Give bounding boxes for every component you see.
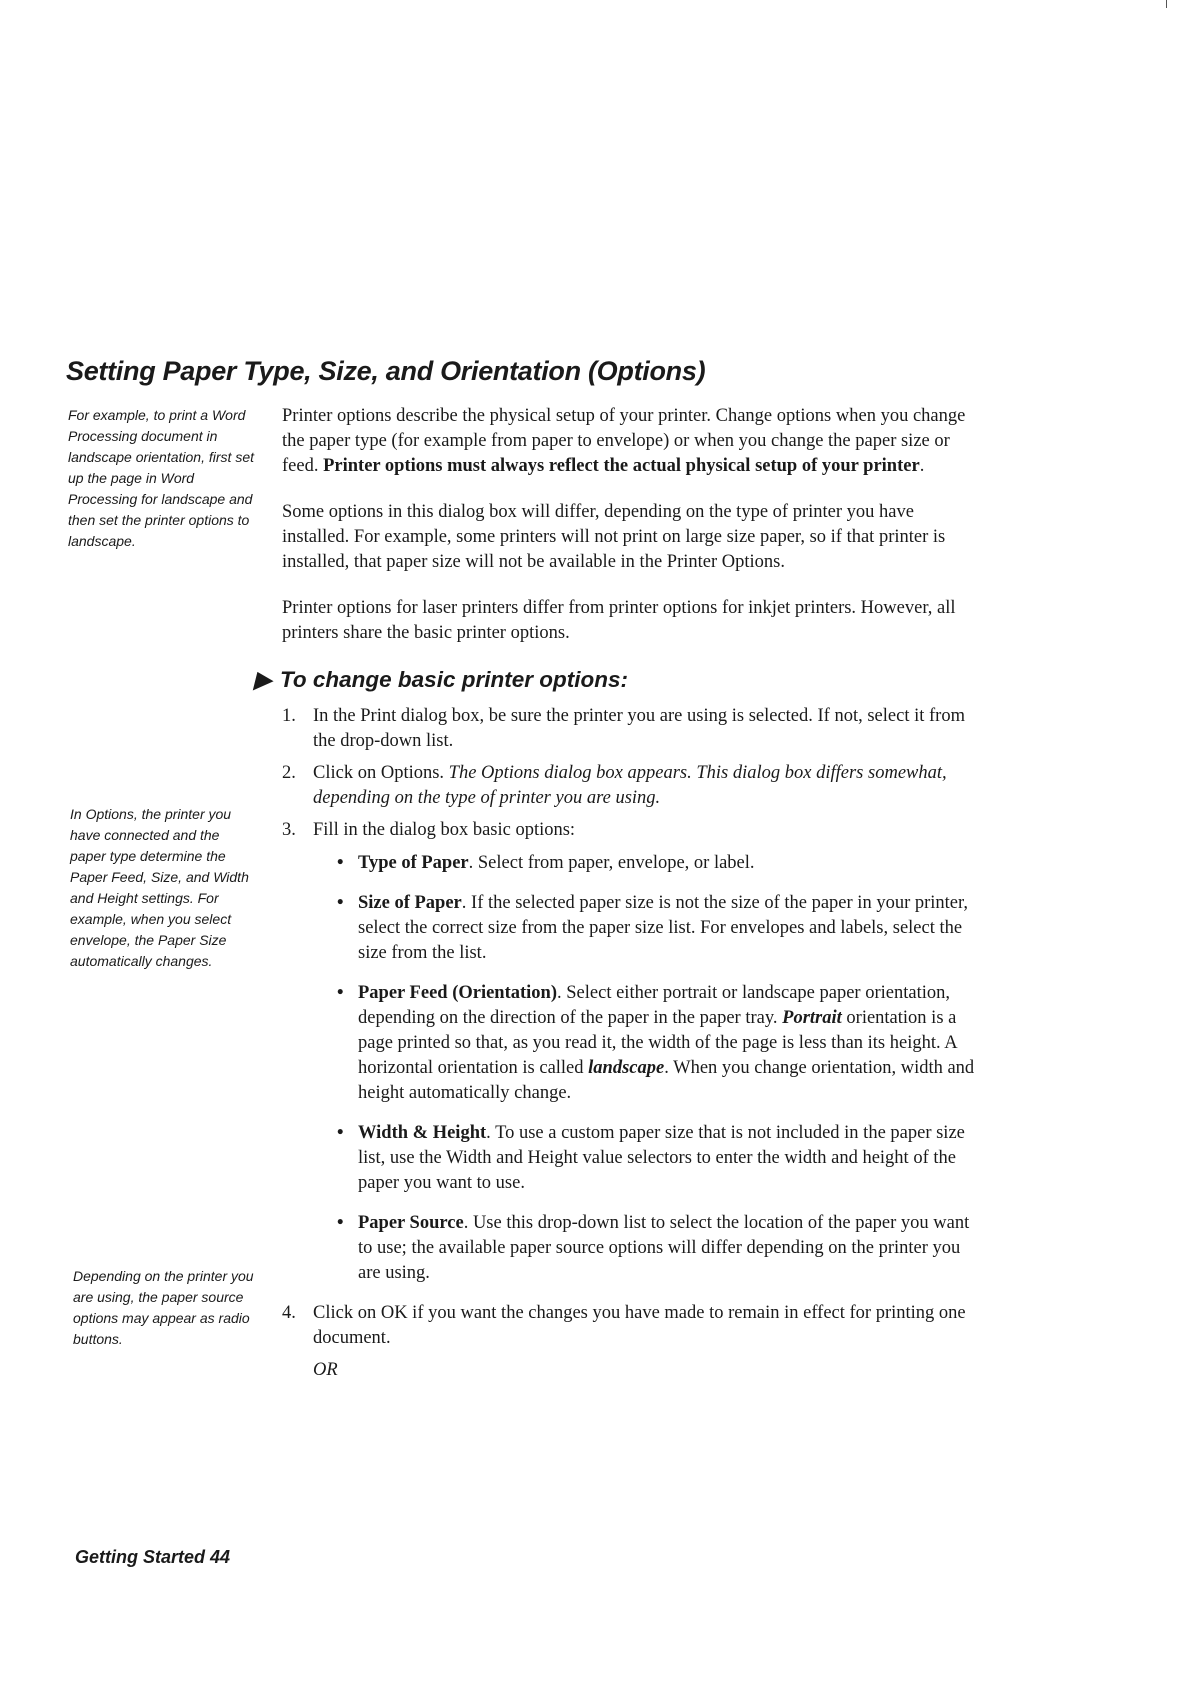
- option-text: . Select either portrait or landscape paper orientation, depending on the direction of the paper in the paper tray.: [358, 983, 950, 1028]
- procedure-heading: [254, 667, 982, 692]
- option-text: . To use a custom paper size that is not included in the paper size list, use the Width and Height value selectors to enter the width and height of the paper you want to use.: [358, 1123, 965, 1193]
- intro-text: Printer options describe the physical setup of your printer. Change options when you change the paper type (for example from paper to envelope) or when you change the paper size or feed.: [282, 406, 966, 476]
- intro-paragraph-3: Printer options for laser printers differ from printer options for inkjet printers. However, all printers share the basic printer options.: [282, 598, 956, 643]
- step-3: [282, 818, 982, 1286]
- option-width-height: [313, 1121, 982, 1196]
- step-list: [282, 704, 982, 1351]
- step-4: [282, 1301, 982, 1351]
- bullet-icon: •: [337, 853, 344, 873]
- option-text: . If the selected paper size is not the size of the paper in your printer, select the correct size from the paper size list. For envelopes and labels, select the size from the list.: [358, 893, 969, 963]
- step-number: 3.: [282, 820, 296, 840]
- intro-paragraph-1: [282, 404, 982, 479]
- bullet-icon: •: [337, 893, 344, 913]
- intro-period: .: [919, 456, 925, 476]
- main-content: [254, 404, 982, 1383]
- page-footer: Getting Started 44: [75, 1547, 231, 1567]
- option-paper-source: [313, 1211, 982, 1286]
- step-2: [282, 761, 982, 811]
- side-note-options: In Options, the printer you have connected and the paper type determine the Paper Feed, Size, and Width and Height settings. For example, when you select envelope, the Paper Size automatically changes.: [70, 806, 249, 969]
- step-result: The Options dialog box appears. This dialog box differs somewhat, depending on the type of printer you are using.: [313, 763, 947, 808]
- option-emphasis-landscape: landscape: [588, 1058, 665, 1078]
- option-type-of-paper: [313, 851, 982, 876]
- page-heading: Setting Paper Type, Size, and Orientation (Options): [66, 356, 706, 386]
- option-term: Paper Source: [358, 1213, 464, 1233]
- intro-paragraph-2: Some options in this dialog box will differ, depending on the type of printer you have installed. For example, some printers will not print on large size paper, so if that printer is installed, that paper size will not be available in the Printer Options.: [282, 502, 946, 572]
- procedure-title: To change basic printer options:: [280, 667, 628, 692]
- step-number: 2.: [282, 763, 296, 783]
- option-emphasis-portrait: Portrait: [782, 1008, 842, 1028]
- option-term: Width & Height: [358, 1123, 487, 1143]
- option-term: Type of Paper: [358, 853, 469, 873]
- side-note-paper-source: Depending on the printer you are using, the paper source options may appear as radio buttons.: [73, 1268, 254, 1347]
- step-text: Click on OK if you want the changes you have made to remain in effect for printing one document.: [313, 1303, 966, 1348]
- bullet-icon: •: [337, 1213, 344, 1233]
- step-text: Click on Options.: [313, 763, 449, 783]
- arrow-right-icon: ▶: [254, 667, 272, 692]
- step-1: [282, 704, 982, 754]
- option-size-of-paper: [313, 891, 982, 966]
- option-text: . When you change orientation, width and height automatically change.: [358, 1058, 975, 1103]
- step-text: In the Print dialog box, be sure the printer you are using is selected. If not, select it from the drop-down list.: [313, 706, 965, 751]
- step-text: Fill in the dialog box basic options:: [313, 820, 576, 840]
- option-text: . Select from paper, envelope, or label.: [468, 853, 755, 873]
- corner-tick-mark: [1166, 0, 1167, 8]
- option-paper-feed: [313, 981, 982, 1106]
- step-number: 4.: [282, 1303, 296, 1323]
- side-note-landscape: For example, to print a Word Processing document in landscape orientation, first set up the page in Word Processing for landscape and then set the printer options to landscape.: [68, 407, 254, 549]
- or-separator: OR: [313, 1360, 338, 1380]
- option-text: orientation is a page printed so that, as you read it, the width of the page is less than its height. A horizontal orientation is called: [358, 1008, 957, 1078]
- step-number: 1.: [282, 706, 296, 726]
- bullet-icon: •: [337, 1123, 344, 1143]
- option-term: Size of Paper: [358, 893, 462, 913]
- option-list: [313, 851, 982, 1286]
- intro-emphasis: Printer options must always reflect the actual physical setup of your printer: [323, 456, 920, 476]
- bullet-icon: •: [337, 983, 344, 1003]
- option-term: Paper Feed (Orientation): [358, 983, 558, 1003]
- option-text: . Use this drop-down list to select the location of the paper you want to use; the available paper source options will differ depending on the printer you are using.: [358, 1213, 970, 1283]
